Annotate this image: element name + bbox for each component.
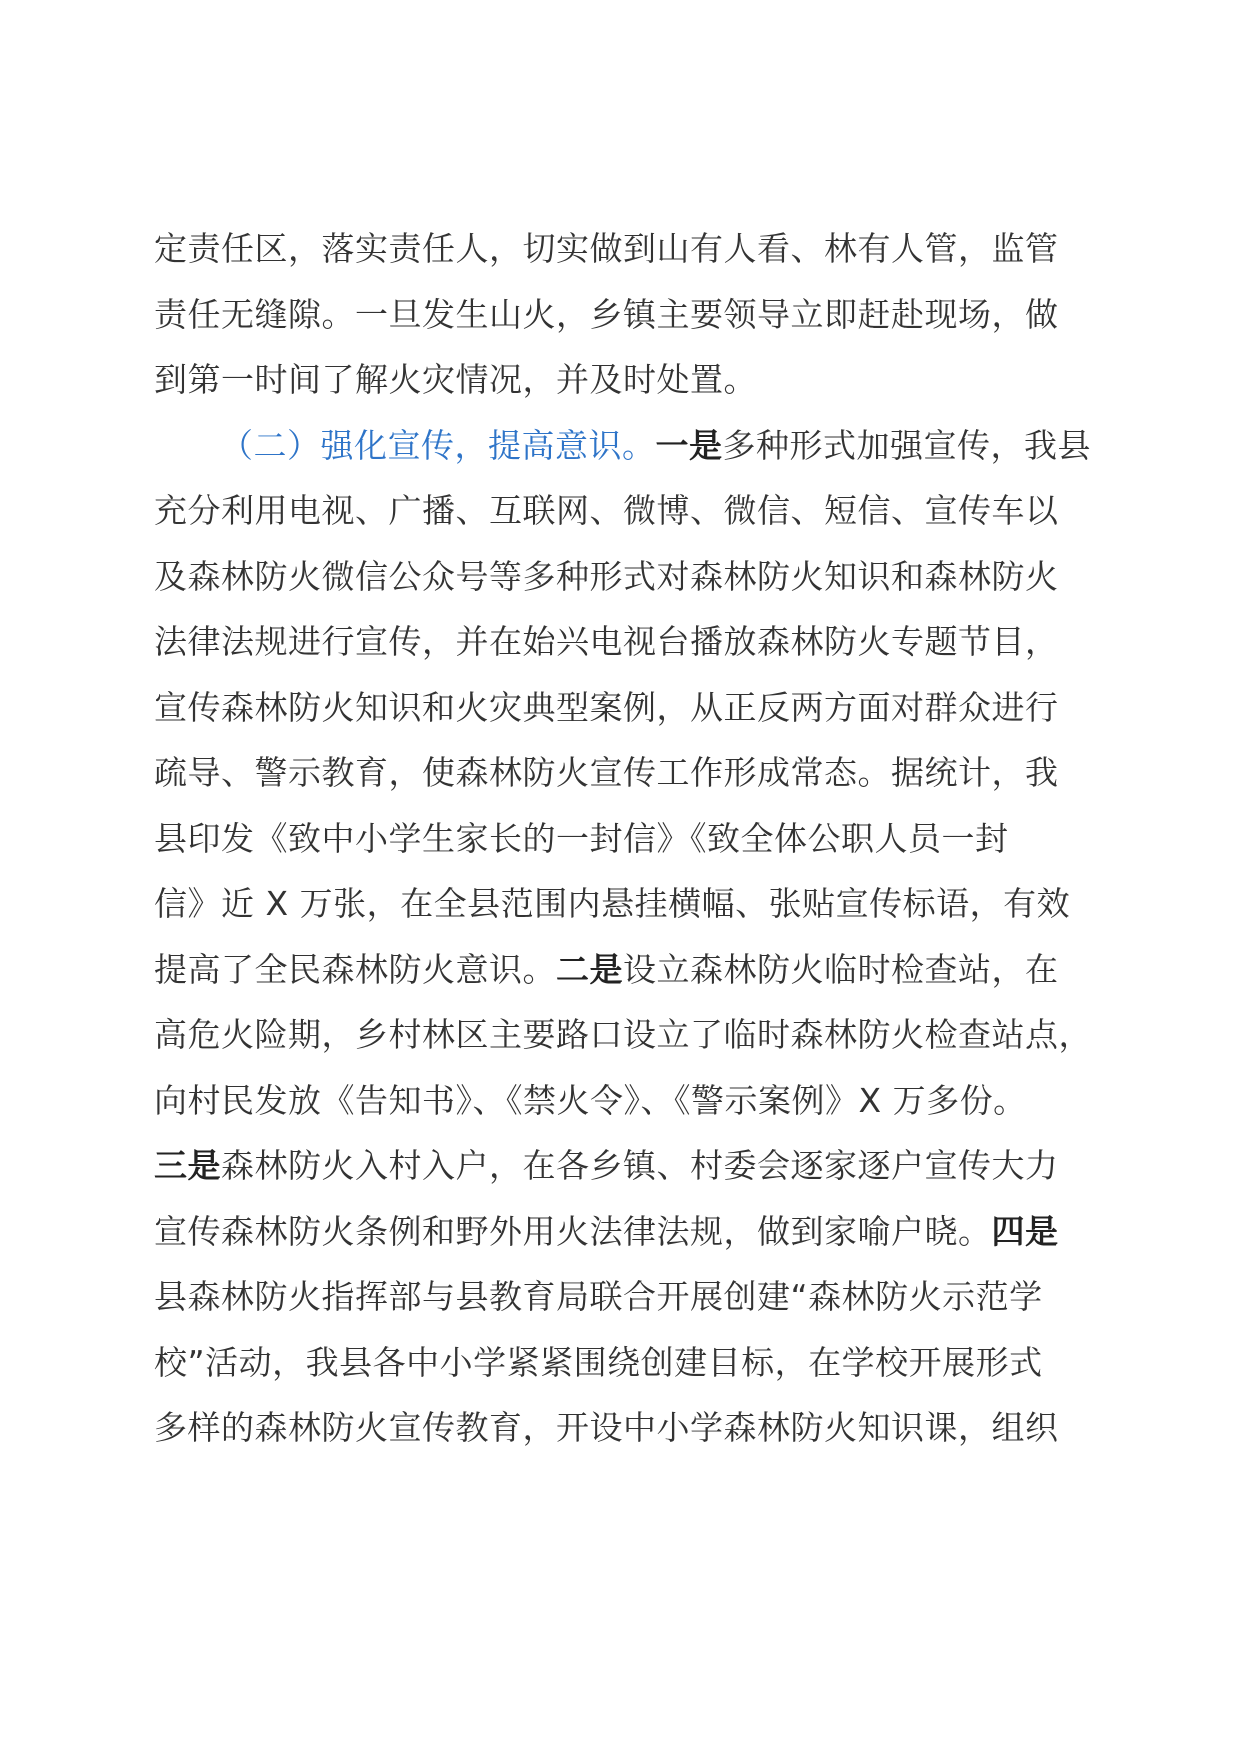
text-segment: 及森林防火微信公众号等多种形式对森林防火知识和森林防火 xyxy=(154,556,1059,596)
text-segment: 法律法规进行宣传，并在始兴电视台播放森林防火专题节目， xyxy=(154,622,1059,661)
text-segment: 到第一时间了解火灾情况，并及时处置。 xyxy=(154,360,757,399)
text-segment: 县印发《致中小学生家长的一封信》《致全体公职人员一封 xyxy=(154,818,1009,858)
text-line xyxy=(154,1068,1094,1134)
text-line xyxy=(154,1199,1094,1265)
section-heading: （二）强化宣传，提高意识。 xyxy=(220,425,656,465)
text-segment: 提高了全民森林防火意识。 xyxy=(154,949,556,989)
text-segment: 责任无缝隙。一旦发生山火，乡镇主要领导立即赶赴现场，做 xyxy=(154,294,1059,334)
text-line xyxy=(154,1264,1094,1330)
text-segment: 县森林防火指挥部与县教育局联合开展创建“森林防火示范学 xyxy=(154,1277,1043,1316)
text-line xyxy=(154,740,1094,806)
text-segment: 疏导、警示教育，使森林防火宣传工作形成常态。据统计，我 xyxy=(154,753,1059,792)
bold-marker: 一是 xyxy=(655,425,723,465)
bold-marker: 二是 xyxy=(556,949,623,989)
text-segment: 多样的森林防火宣传教育，开设中小学森林防火知识课，组织 xyxy=(154,1408,1059,1447)
text-line xyxy=(154,544,1094,610)
text-segment: 信》近 X 万张，在全县范围内悬挂横幅、张贴宣传标语，有效 xyxy=(154,884,1071,923)
bold-marker: 四是 xyxy=(991,1211,1059,1251)
text-line xyxy=(154,871,1094,937)
text-segment: 多种形式加强宣传，我县 xyxy=(722,425,1091,465)
text-line xyxy=(154,937,1094,1003)
text-segment: 定责任区，落实责任人，切实做到山有人看、林有人管，监管 xyxy=(154,229,1059,268)
document-body xyxy=(154,216,1094,1461)
bold-marker: 三是 xyxy=(154,1146,221,1185)
text-line xyxy=(154,478,1094,544)
text-segment: 宣传森林防火条例和野外用火法律法规，做到家喻户晓。 xyxy=(154,1211,992,1251)
text-line xyxy=(154,675,1094,741)
text-line xyxy=(154,1133,1094,1199)
text-segment: 向村民发放《告知书》、《禁火令》、《警示案例》X 万多份。 xyxy=(154,1080,1027,1120)
text-segment: 充分利用电视、广播、互联网、微博、微信、短信、宣传车以 xyxy=(154,491,1059,530)
text-segment: 森林防火入村入户，在各乡镇、村委会逐家逐户宣传大力 xyxy=(221,1146,1059,1185)
text-line xyxy=(154,1395,1094,1461)
text-line xyxy=(154,1002,1094,1068)
text-segment: 高危火险期，乡村林区主要路口设立了临时森林防火检查站点， xyxy=(154,1015,1092,1054)
text-segment: 校”活动，我县各中小学紧紧围绕创建目标，在学校开展形式 xyxy=(154,1342,1043,1382)
text-line xyxy=(154,609,1094,675)
text-segment: 宣传森林防火知识和火灾典型案例，从正反两方面对群众进行 xyxy=(154,687,1059,727)
text-line xyxy=(154,806,1094,872)
text-line xyxy=(154,216,1094,282)
paragraph-heading-line xyxy=(154,413,1094,479)
text-segment: 设立森林防火临时检查站，在 xyxy=(623,949,1059,989)
text-line xyxy=(154,282,1094,348)
text-line xyxy=(154,1330,1094,1396)
text-line xyxy=(154,347,1094,413)
